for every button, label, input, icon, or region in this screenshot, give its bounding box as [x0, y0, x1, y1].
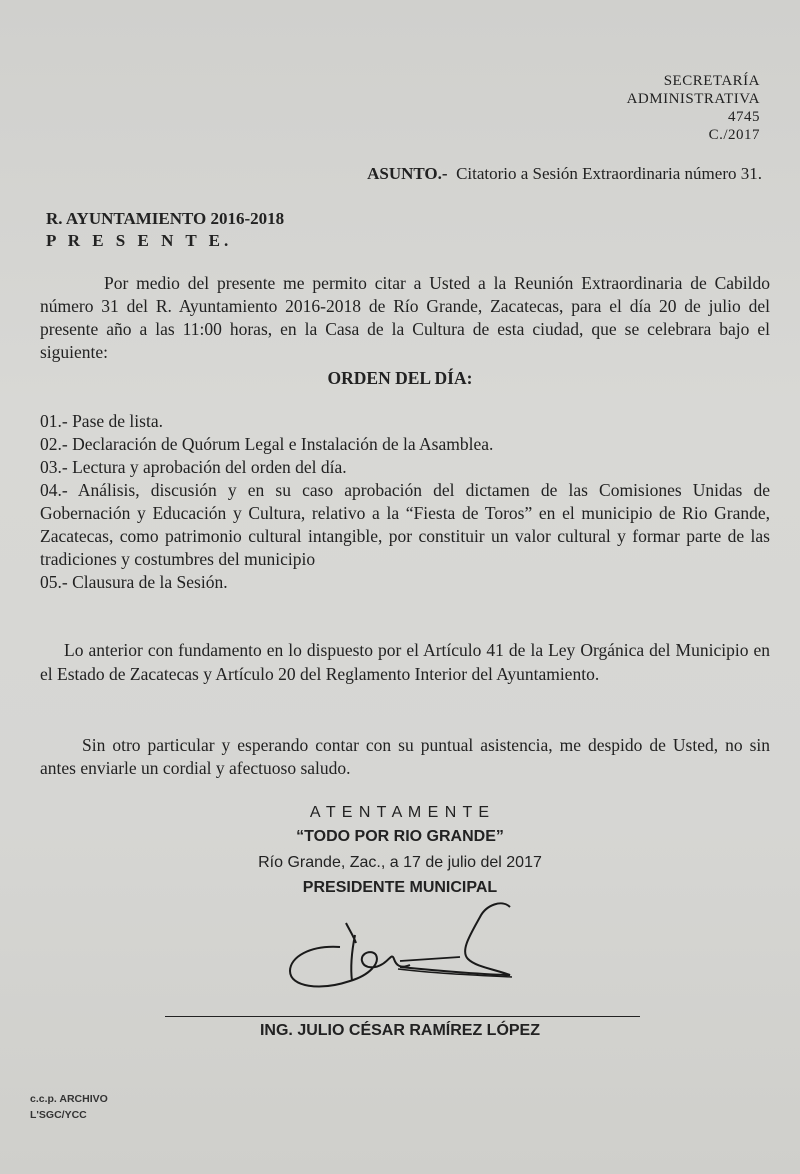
closing-motto: “TODO POR RIO GRANDE” — [296, 828, 504, 845]
signer-name: ING. JULIO CÉSAR RAMÍREZ LÓPEZ — [259, 1022, 540, 1039]
ref-number: 4745 — [728, 109, 760, 125]
signature-image — [280, 895, 530, 995]
addressee-name: R. AYUNTAMIENTO 2016-2018 — [46, 209, 285, 228]
signature-line — [165, 1016, 640, 1017]
legal-paragraph: Lo anterior con fundamento en lo dispuesto por el Artículo 41 de la Ley Orgánica del Municipio en el Estado de Zacatecas y Artículo 20 del Reglamento Interior del Ayuntamiento. — [40, 640, 770, 684]
agenda-item: 04.- Análisis, discusión y en su caso aprobación del dictamen de las Comisiones Unidas de Gobernación y Educación y Cultura, relativo a la “Fiesta de Toros” en el municipio de Rio Grande, Zacatecas, como patrimonio cultural intangible, por constituir un valor cultural y formar parte de las tradiciones y costumbres del municipio — [40, 480, 770, 569]
agenda-item: 03.- Lectura y aprobación del orden del día. — [40, 457, 347, 477]
agenda-list — [40, 410, 770, 594]
reference-block — [627, 72, 760, 144]
ccp-initials: L'SGC/YCC — [30, 1109, 87, 1121]
addressee-block — [46, 208, 284, 252]
addressee-presente: P R E S E N T E. — [46, 231, 233, 250]
agenda-title: ORDEN DEL DÍA: — [327, 368, 473, 388]
subject-line — [367, 164, 762, 184]
farewell-paragraph: Sin otro particular y esperando contar con su puntual asistencia, me despido de Usted, no sin antes enviarle un cordial y afectuoso saludo. — [40, 735, 770, 778]
closing-atentamente: A T E N T A M E N T E — [309, 804, 491, 821]
subject-label: ASUNTO.- — [367, 164, 448, 183]
agenda-item: 01.- Pase de lista. — [40, 411, 163, 431]
agenda-item: 05.- Clausura de la Sesión. — [40, 572, 228, 592]
intro-paragraph: Por medio del presente me permito citar a Usted a la Reunión Extraordinaria de Cabildo número 31 del R. Ayuntamiento 2016-2018 de Río Grande, Zacatecas, para el día 20 de julio del presente año a las 11:00 horas, en la Casa de la Cultura de esta ciudad, que se celebrara bajo el siguiente: — [40, 273, 770, 362]
ref-department: SECRETARÍA — [663, 73, 760, 89]
closing-place-date: Río Grande, Zac., a 17 de julio del 2017 — [258, 854, 542, 871]
closing-role: PRESIDENTE MUNICIPAL — [302, 879, 498, 896]
agenda-item: 02.- Declaración de Quórum Legal e Instalación de la Asamblea. — [40, 434, 494, 454]
ref-area: ADMINISTRATIVA — [626, 91, 760, 107]
ref-year: C./2017 — [708, 127, 760, 143]
subject-text: Citatorio a Sesión Extraordinaria número 31. — [456, 164, 762, 183]
ccp-archive: c.c.p. ARCHIVO — [30, 1093, 108, 1105]
